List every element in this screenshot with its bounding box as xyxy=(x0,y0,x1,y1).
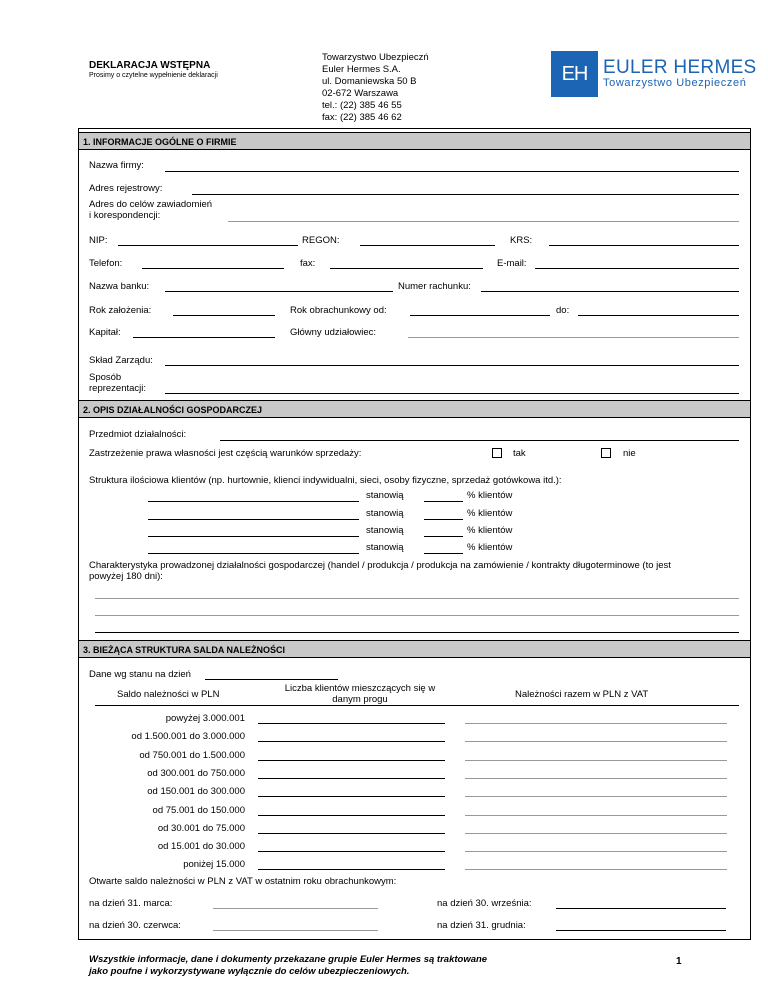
september-label: na dzień 30. września: xyxy=(437,898,532,909)
range-label: od 1.500.001 do 3.000.000 xyxy=(131,731,245,743)
range-label: od 15.001 do 30.000 xyxy=(157,841,245,853)
confidentiality-line: Wszystkie informacje, dane i dokumenty przekazane grupie Euler Hermes są traktowane xyxy=(89,954,488,965)
email-field[interactable] xyxy=(535,268,739,269)
client-pct-field[interactable] xyxy=(424,536,463,537)
address-line: Euler Hermes S.A. xyxy=(322,64,401,75)
confidentiality-note xyxy=(89,954,487,978)
characteristics-field[interactable] xyxy=(95,615,739,616)
total-amount-field[interactable] xyxy=(465,778,727,779)
range-label: poniżej 15.000 xyxy=(183,859,245,871)
fiscal-year-to-field[interactable] xyxy=(578,315,739,316)
stanowia-label: stanowią xyxy=(366,490,404,501)
reg-address-field[interactable] xyxy=(192,194,739,195)
business-subject-label: Przedmiot działalności: xyxy=(89,429,187,440)
company-name-field[interactable] xyxy=(165,171,739,172)
regon-label: REGON: xyxy=(302,235,340,246)
declaration-subtitle: Prosimy o czytelne wypełnienie deklaracji xyxy=(89,72,218,79)
form-frame xyxy=(78,128,751,940)
regon-field[interactable] xyxy=(360,245,495,246)
confidentiality-line: jako poufne i wykorzystywane wyłącznie do celów ubezpieczeniowych. xyxy=(89,966,410,977)
range-label: od 150.001 do 300.000 xyxy=(147,786,245,798)
representation-field[interactable] xyxy=(165,393,739,394)
data-as-of-label: Dane wg stanu na dzień xyxy=(89,669,191,680)
client-type-field[interactable] xyxy=(148,519,359,520)
client-pct-field[interactable] xyxy=(424,501,463,502)
client-count-field[interactable] xyxy=(258,760,445,761)
bank-label: Nazwa banku: xyxy=(89,281,150,292)
total-amount-field[interactable] xyxy=(465,741,727,742)
september-field[interactable] xyxy=(556,908,726,909)
reservation-no-checkbox[interactable] xyxy=(601,448,611,458)
founded-label: Rok założenia: xyxy=(89,305,152,316)
total-amount-field[interactable] xyxy=(465,723,727,724)
business-subject-field[interactable] xyxy=(220,440,739,441)
characteristics-field[interactable] xyxy=(95,598,739,599)
shareholder-label: Główny udziałowiec: xyxy=(290,327,377,338)
col-clients-header-line: danym progu xyxy=(332,694,388,705)
client-type-field[interactable] xyxy=(148,553,359,554)
client-structure-label: Struktura ilościowa klientów (np. hurtownie, klienci indywidualni, sieci, osoby fizyczne, sprzedaż gotówkowa itd.): xyxy=(89,475,562,486)
stanowia-label: stanowią xyxy=(366,542,404,553)
range-label: od 750.001 do 1.500.000 xyxy=(139,749,245,761)
total-amount-field[interactable] xyxy=(465,833,727,834)
fiscal-year-from-field[interactable] xyxy=(410,315,550,316)
col-clients-header xyxy=(270,683,450,705)
email-label: E-mail: xyxy=(497,258,527,269)
representation-label-1: Sposób xyxy=(89,372,122,383)
krs-field[interactable] xyxy=(549,245,739,246)
open-balance-label: Otwarte saldo należności w PLN z VAT w ostatnim roku obrachunkowym: xyxy=(89,876,397,887)
logo-tagline: Towarzystwo Ubezpieczeń xyxy=(603,76,747,89)
address-line: Towarzystwo Ubezpieczń xyxy=(322,52,429,63)
client-count-field[interactable] xyxy=(258,869,445,870)
reservation-yes-label: tak xyxy=(513,448,526,459)
client-count-field[interactable] xyxy=(258,778,445,779)
col-clients-header-line: Liczba klientów mieszczących się w xyxy=(284,683,436,694)
client-count-field[interactable] xyxy=(258,796,445,797)
shareholder-field[interactable] xyxy=(408,337,739,338)
client-count-field[interactable] xyxy=(258,851,445,852)
capital-field[interactable] xyxy=(133,337,275,338)
phone-label: Telefon: xyxy=(89,258,123,269)
june-field[interactable] xyxy=(213,930,378,931)
logo-name: EULER HERMES xyxy=(603,56,757,78)
fax-field[interactable] xyxy=(330,268,483,269)
board-label: Skład Zarządu: xyxy=(89,355,153,366)
stanowia-label: stanowią xyxy=(366,525,404,536)
founded-field[interactable] xyxy=(173,315,275,316)
address-line: 02-672 Warszawa xyxy=(322,88,399,99)
euler-hermes-logo xyxy=(551,51,757,97)
range-label: od 30.001 do 75.000 xyxy=(157,822,245,834)
pct-clients-label: % klientów xyxy=(467,525,513,536)
fiscal-year-label: Rok obrachunkowy od: xyxy=(290,305,387,316)
company-name-label: Nazwa firmy: xyxy=(89,160,144,171)
client-pct-field[interactable] xyxy=(424,553,463,554)
fax-label: fax: xyxy=(300,258,316,269)
capital-label: Kapitał: xyxy=(89,327,121,338)
pct-clients-label: % klientów xyxy=(467,542,513,553)
address-line: tel.: (22) 385 46 55 xyxy=(322,100,402,111)
client-count-field[interactable] xyxy=(258,815,445,816)
client-count-field[interactable] xyxy=(258,723,445,724)
june-label: na dzień 30. czerwca: xyxy=(89,920,181,931)
client-type-field[interactable] xyxy=(148,501,359,502)
nip-label: NIP: xyxy=(89,235,108,246)
col-total-header: Należności razem w PLN z VAT xyxy=(515,689,649,700)
reservation-no-label: nie xyxy=(623,448,636,459)
client-count-field[interactable] xyxy=(258,833,445,834)
range-label: powyżej 3.000.001 xyxy=(165,713,245,724)
pct-clients-label: % klientów xyxy=(467,490,513,501)
corr-address-label-2: i korespondencji: xyxy=(89,210,161,221)
december-label: na dzień 31. grudnia: xyxy=(437,920,526,931)
page-number: 1 xyxy=(676,956,682,967)
company-address xyxy=(322,52,429,124)
bank-field[interactable] xyxy=(165,291,393,292)
section-1-header: 1. INFORMACJE OGÓLNE O FIRMIE xyxy=(79,132,750,150)
account-label: Numer rachunku: xyxy=(398,281,471,292)
board-field[interactable] xyxy=(165,365,739,366)
corr-address-label-1: Adres do celów zawiadomień xyxy=(89,199,213,210)
total-amount-field[interactable] xyxy=(465,869,727,870)
stanowia-label: stanowią xyxy=(366,508,404,519)
account-field[interactable] xyxy=(481,291,739,292)
table-header-rule xyxy=(95,705,739,706)
phone-field[interactable] xyxy=(142,268,284,269)
krs-label: KRS: xyxy=(510,235,533,246)
corr-address-field[interactable] xyxy=(228,221,739,222)
section-3-header: 3. BIEŻĄCA STRUKTURA SALDA NALEŻNOŚCI xyxy=(79,640,750,658)
pct-clients-label: % klientów xyxy=(467,508,513,519)
december-field[interactable] xyxy=(556,930,726,931)
client-type-field[interactable] xyxy=(148,536,359,537)
range-label: od 75.001 do 150.000 xyxy=(152,804,245,816)
client-pct-field[interactable] xyxy=(424,519,463,520)
reservation-yes-checkbox[interactable] xyxy=(492,448,502,458)
nip-field[interactable] xyxy=(118,245,298,246)
reg-address-label: Adres rejestrowy: xyxy=(89,183,163,194)
march-field[interactable] xyxy=(213,908,378,909)
total-amount-field[interactable] xyxy=(465,851,727,852)
data-as-of-field[interactable] xyxy=(205,679,338,680)
logo-mark: EH xyxy=(551,51,598,97)
total-amount-field[interactable] xyxy=(465,760,727,761)
fiscal-year-to-label: do: xyxy=(556,305,570,316)
address-line: fax: (22) 385 46 62 xyxy=(322,112,402,123)
march-label: na dzień 31. marca: xyxy=(89,898,173,909)
range-label: od 300.001 do 750.000 xyxy=(147,767,245,779)
declaration-title: DEKLARACJA WSTĘPNA xyxy=(89,60,211,71)
section-2-header: 2. OPIS DZIAŁALNOŚCI GOSPODARCZEJ xyxy=(79,400,750,418)
col-balance-header: Saldo należności w PLN xyxy=(117,689,220,700)
representation-label-2: reprezentacji: xyxy=(89,383,147,394)
reservation-label: Zastrzeżenie prawa własności jest częścią warunków sprzedaży: xyxy=(89,448,362,459)
client-count-field[interactable] xyxy=(258,741,445,742)
characteristics-label-1: Charakterystyka prowadzonej działalności gospodarczej (handel / produkcja / produkcja na zamówienie / kontrakty długoterminowe (to jest xyxy=(89,560,671,571)
total-amount-field[interactable] xyxy=(465,815,727,816)
address-line: ul. Domaniewska 50 B xyxy=(322,76,417,87)
characteristics-field[interactable] xyxy=(95,632,739,633)
characteristics-label-2: powyżej 180 dni): xyxy=(89,571,163,582)
total-amount-field[interactable] xyxy=(465,796,727,797)
